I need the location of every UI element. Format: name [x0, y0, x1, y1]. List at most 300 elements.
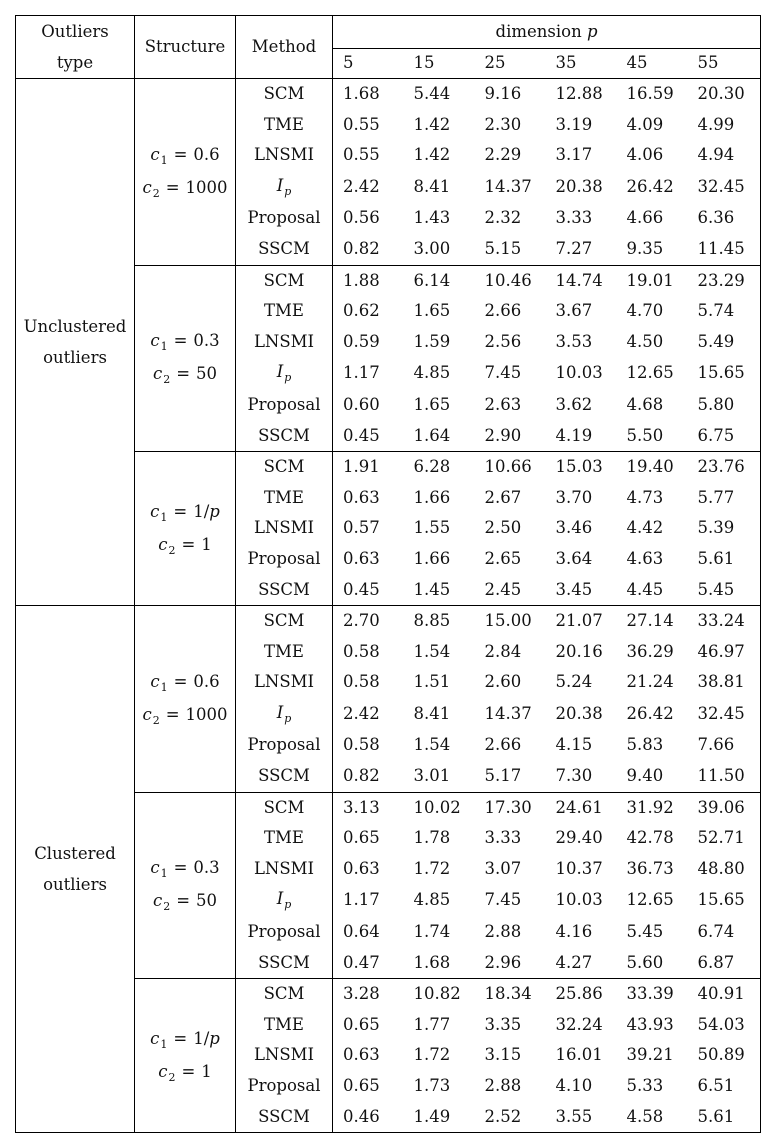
results-table	[15, 15, 761, 1133]
value-cell: 4.06	[626, 145, 664, 165]
value-cell: 14.37	[484, 176, 532, 196]
structure-cell	[135, 606, 236, 793]
value-cell: 5.15	[484, 238, 522, 258]
method-label: TME	[264, 828, 304, 848]
method-cell	[236, 698, 333, 731]
value-cell: 20.38	[555, 176, 603, 196]
outliers-type-line: outliers	[43, 348, 107, 368]
method-cell	[236, 667, 333, 698]
method-label: LNSMI	[253, 1045, 315, 1065]
structure-c1: $c_1 = 1/p$	[150, 501, 220, 524]
value-cell: 15.65	[688, 884, 761, 917]
method-cell	[236, 544, 333, 575]
value-cell: 1.54	[413, 641, 451, 661]
value-cell: 0.64	[343, 922, 380, 942]
value-cell: 2.52	[475, 1102, 546, 1133]
value-cell: 5.60	[626, 952, 664, 972]
value-cell: 36.73	[626, 858, 674, 878]
structure-cell	[135, 792, 236, 979]
method-label: SSCM	[258, 1106, 310, 1126]
value-cell: 0.58	[343, 672, 380, 692]
header-outliers-type-line2: type	[56, 53, 94, 72]
value-cell: 3.55	[546, 1102, 617, 1133]
value-cell: 0.65	[343, 1076, 380, 1095]
table-row	[16, 606, 761, 637]
value-cell: 15.03	[546, 452, 617, 483]
header-dim-45: 45	[617, 48, 688, 78]
structure-c1-value: 0.3	[193, 858, 220, 878]
value-cell: 33.24	[688, 606, 761, 637]
value-cell: 31.92	[617, 792, 688, 823]
value-cell: 4.58	[617, 1102, 688, 1133]
value-cell: 5.77	[688, 483, 761, 514]
value-cell: 6.75	[688, 421, 761, 452]
structure-cell	[135, 452, 236, 606]
method-label: LNSMI	[253, 331, 315, 351]
value-cell: 12.88	[546, 79, 617, 110]
value-cell: 10.03	[555, 890, 603, 910]
value-cell: 14.37	[484, 703, 532, 723]
method-cell	[236, 854, 333, 885]
value-cell: 3.00	[413, 238, 451, 258]
value-cell: 4.16	[555, 922, 593, 942]
value-cell: 10.03	[555, 363, 603, 383]
structure-c1: $c_1 = 1/p$	[150, 1028, 220, 1051]
value-cell: 0.55	[343, 114, 380, 134]
value-cell: 9.40	[626, 766, 664, 786]
structure-c2-value: 1000	[185, 704, 228, 724]
method-label: SCM	[263, 270, 305, 290]
value-cell: 12.65	[626, 363, 674, 383]
outliers-type-cell	[16, 79, 135, 606]
method-cell	[236, 357, 333, 390]
value-cell: 23.29	[688, 265, 761, 296]
value-cell: 2.88	[484, 922, 522, 942]
method-label: SSCM	[258, 425, 310, 445]
value-cell: 1.78	[413, 828, 451, 848]
value-cell: 5.44	[404, 79, 475, 110]
header-dim-15: 15	[404, 48, 475, 78]
value-cell: 0.65	[343, 828, 380, 848]
method-cell	[236, 327, 333, 358]
value-cell: 1.73	[413, 1076, 451, 1095]
value-cell: 5.61	[688, 1102, 761, 1133]
value-cell: 6.51	[688, 1071, 761, 1102]
value-cell: 39.21	[626, 1045, 674, 1065]
value-cell: 1.49	[404, 1102, 475, 1133]
method-cell	[236, 761, 333, 792]
structure-c1-value: 0.3	[193, 331, 220, 351]
value-cell: 5.49	[688, 327, 761, 358]
value-cell: 1.64	[413, 425, 451, 445]
method-label: LNSMI	[253, 672, 315, 692]
structure-c1: $c_1 = 0.3$	[150, 331, 220, 354]
structure-c2: $c_2 = 50$	[152, 891, 218, 914]
value-cell: 20.30	[688, 79, 761, 110]
value-cell: 0.58	[343, 641, 380, 661]
header-dim-55: 55	[688, 48, 761, 78]
value-cell: 52.71	[688, 823, 761, 854]
value-cell: 1.68	[413, 952, 451, 972]
value-cell: 6.87	[688, 948, 761, 979]
method-cell	[236, 606, 333, 637]
value-cell: 42.78	[626, 828, 674, 848]
method-label: Proposal	[247, 548, 321, 568]
value-cell: 4.15	[555, 735, 593, 755]
method-label: Proposal	[247, 735, 321, 755]
value-cell: 0.56	[343, 208, 380, 228]
value-cell: 1.42	[413, 145, 451, 165]
method-label: SCM	[263, 84, 305, 103]
header-dim-5: 5	[333, 48, 404, 78]
table-body	[16, 79, 761, 1133]
value-cell: 4.10	[555, 1076, 593, 1095]
value-cell: 2.45	[484, 579, 522, 599]
value-cell: 25.86	[546, 979, 617, 1010]
method-cell	[236, 792, 333, 823]
value-cell: 2.29	[484, 145, 522, 165]
value-cell: 5.45	[688, 575, 761, 606]
value-cell: 1.54	[413, 735, 451, 755]
method-label: SCM	[263, 611, 305, 631]
value-cell: 2.42	[343, 176, 380, 196]
value-cell: 3.70	[555, 487, 593, 507]
value-cell: 5.24	[555, 672, 593, 692]
method-cell	[236, 979, 333, 1010]
value-cell: 0.45	[343, 425, 380, 445]
value-cell: 3.17	[555, 145, 593, 165]
value-cell: 16.01	[555, 1045, 603, 1065]
structure-c2: $c_2 = 1$	[158, 1061, 212, 1084]
value-cell: 2.63	[484, 394, 522, 414]
value-cell: 4.73	[626, 487, 664, 507]
structure-c1: $c_1 = 0.3$	[150, 858, 220, 881]
method-label: TME	[264, 114, 304, 134]
header-dimension-symbol: p	[586, 21, 598, 41]
method-label: LNSMI	[253, 858, 315, 878]
value-cell: 1.65	[413, 394, 451, 414]
method-cell	[236, 265, 333, 296]
structure-c2-value: 50	[196, 364, 218, 384]
value-cell: 2.50	[484, 518, 522, 538]
method-cell	[236, 483, 333, 514]
value-cell: 21.24	[626, 672, 674, 692]
value-cell: 9.35	[626, 238, 664, 258]
value-cell: 0.65	[343, 1014, 380, 1034]
value-cell: 1.55	[413, 518, 451, 538]
value-cell: 0.82	[343, 766, 380, 786]
method-cell	[236, 823, 333, 854]
value-cell: 0.63	[343, 1045, 380, 1065]
value-cell: 2.88	[484, 1076, 522, 1095]
value-cell: 7.45	[484, 363, 522, 383]
value-cell: 27.14	[617, 606, 688, 637]
value-cell: 4.27	[555, 952, 593, 972]
method-label: Proposal	[247, 1076, 321, 1095]
value-cell: 10.66	[475, 452, 546, 483]
value-cell: 4.68	[626, 394, 664, 414]
value-cell: 4.63	[626, 548, 664, 568]
value-cell: 0.59	[343, 331, 380, 351]
value-cell: 0.45	[343, 579, 380, 599]
method-label: Proposal	[247, 922, 321, 942]
value-cell: 3.01	[413, 766, 451, 786]
value-cell: 10.46	[475, 265, 546, 296]
value-cell: 32.45	[688, 171, 761, 204]
value-cell: 4.66	[626, 208, 664, 228]
value-cell: 6.28	[404, 452, 475, 483]
value-cell: 3.28	[333, 979, 404, 1010]
value-cell: 5.80	[688, 390, 761, 421]
value-cell: 1.68	[333, 79, 404, 110]
value-cell: 9.16	[475, 79, 546, 110]
structure-c1-value: 1/p	[193, 501, 220, 521]
header-outliers-type-line1: Outliers	[41, 22, 109, 41]
value-cell: 23.76	[688, 452, 761, 483]
value-cell: 26.42	[626, 176, 674, 196]
value-cell: 1.66	[413, 548, 451, 568]
structure-c1-value: 0.6	[193, 671, 220, 691]
header-dimension-label: dimension	[495, 21, 582, 41]
value-cell: 18.34	[475, 979, 546, 1010]
method-cell	[236, 575, 333, 606]
value-cell: 2.90	[484, 425, 522, 445]
method-label: SSCM	[258, 579, 310, 599]
value-cell: 4.85	[413, 890, 451, 910]
structure-c2-value: 50	[196, 891, 218, 911]
value-cell: 3.15	[484, 1045, 522, 1065]
value-cell: 5.74	[688, 296, 761, 327]
method-label: SSCM	[258, 766, 310, 786]
value-cell: 0.63	[343, 858, 380, 878]
method-cell	[236, 637, 333, 668]
value-cell: 4.85	[413, 363, 451, 383]
value-cell: 3.33	[484, 828, 522, 848]
value-cell: 54.03	[688, 1010, 761, 1041]
value-cell: 3.13	[333, 792, 404, 823]
value-cell: 5.61	[688, 544, 761, 575]
method-cell	[236, 110, 333, 141]
value-cell: 48.80	[688, 854, 761, 885]
structure-c2: $c_2 = 1$	[158, 534, 212, 557]
method-cell	[236, 917, 333, 948]
method-label: Proposal	[247, 208, 321, 228]
value-cell: 7.27	[555, 238, 593, 258]
value-cell: 3.62	[555, 394, 593, 414]
method-cell	[236, 452, 333, 483]
method-ip: $I_p$	[276, 889, 292, 912]
value-cell: 0.58	[343, 735, 380, 755]
value-cell: 1.43	[413, 208, 451, 228]
method-label: LNSMI	[253, 518, 315, 538]
value-cell: 32.24	[555, 1014, 603, 1034]
value-cell: 46.97	[688, 637, 761, 668]
value-cell: 4.94	[688, 140, 761, 171]
value-cell: 1.91	[333, 452, 404, 483]
value-cell: 1.42	[413, 114, 451, 134]
value-cell: 6.14	[404, 265, 475, 296]
method-cell	[236, 513, 333, 544]
method-cell	[236, 1010, 333, 1041]
value-cell: 10.82	[404, 979, 475, 1010]
value-cell: 5.83	[626, 735, 664, 755]
method-cell	[236, 296, 333, 327]
value-cell: 15.65	[688, 357, 761, 390]
structure-c2-value: 1	[201, 534, 212, 554]
value-cell: 1.17	[343, 363, 380, 383]
value-cell: 1.88	[333, 265, 404, 296]
value-cell: 0.57	[343, 518, 380, 538]
value-cell: 3.46	[555, 518, 593, 538]
value-cell: 17.30	[475, 792, 546, 823]
value-cell: 11.50	[688, 761, 761, 792]
method-label: TME	[264, 1014, 304, 1034]
value-cell: 36.29	[626, 641, 674, 661]
method-label: LNSMI	[253, 145, 315, 165]
value-cell: 0.47	[343, 952, 380, 972]
method-label: TME	[264, 487, 304, 507]
header-method: Method	[236, 16, 333, 79]
value-cell: 2.96	[484, 952, 522, 972]
value-cell: 3.45	[555, 579, 593, 599]
value-cell: 4.42	[626, 518, 664, 538]
method-ip: $I_p$	[276, 362, 292, 385]
method-cell	[236, 234, 333, 265]
header-dimension	[333, 16, 761, 49]
value-cell: 2.67	[484, 487, 522, 507]
method-cell	[236, 948, 333, 979]
method-ip: $I_p$	[276, 702, 292, 725]
value-cell: 8.41	[413, 176, 451, 196]
value-cell: 10.02	[404, 792, 475, 823]
value-cell: 0.63	[343, 548, 380, 568]
method-cell	[236, 1040, 333, 1071]
table-row	[16, 79, 761, 110]
value-cell: 40.91	[688, 979, 761, 1010]
value-cell: 4.50	[626, 331, 664, 351]
value-cell: 8.85	[404, 606, 475, 637]
value-cell: 0.62	[343, 301, 380, 321]
value-cell: 1.72	[413, 1045, 451, 1065]
outliers-type-line: Unclustered	[23, 317, 127, 337]
header-structure: Structure	[135, 16, 236, 79]
value-cell: 2.65	[484, 548, 522, 568]
value-cell: 20.16	[555, 641, 603, 661]
structure-c1-value: 0.6	[193, 144, 220, 164]
value-cell: 2.66	[484, 735, 522, 755]
value-cell: 3.53	[555, 331, 593, 351]
value-cell: 5.33	[626, 1076, 664, 1095]
structure-c2: $c_2 = 50$	[152, 364, 218, 387]
value-cell: 2.42	[343, 703, 380, 723]
value-cell: 14.74	[546, 265, 617, 296]
outliers-type-cell	[16, 606, 135, 1133]
value-cell: 2.60	[484, 672, 522, 692]
value-cell: 12.65	[626, 890, 674, 910]
value-cell: 19.01	[617, 265, 688, 296]
value-cell: 7.45	[484, 890, 522, 910]
method-cell	[236, 1071, 333, 1102]
method-cell	[236, 730, 333, 761]
value-cell: 33.39	[617, 979, 688, 1010]
value-cell: 4.09	[626, 114, 664, 134]
structure-c1-value: 1/p	[193, 1028, 220, 1048]
value-cell: 2.70	[333, 606, 404, 637]
value-cell: 24.61	[546, 792, 617, 823]
header-dim-35: 35	[546, 48, 617, 78]
value-cell: 15.00	[475, 606, 546, 637]
structure-c2: $c_2 = 1000$	[142, 177, 228, 200]
method-cell	[236, 390, 333, 421]
value-cell: 1.72	[413, 858, 451, 878]
value-cell: 10.37	[555, 858, 603, 878]
method-cell	[236, 140, 333, 171]
value-cell: 7.66	[688, 730, 761, 761]
value-cell: 39.06	[688, 792, 761, 823]
method-cell	[236, 884, 333, 917]
structure-c1: $c_1 = 0.6$	[150, 144, 220, 167]
value-cell: 1.17	[343, 890, 380, 910]
value-cell: 43.93	[626, 1014, 674, 1034]
value-cell: 1.77	[413, 1014, 451, 1034]
outliers-type-line: outliers	[43, 875, 107, 895]
method-cell	[236, 421, 333, 452]
value-cell: 20.38	[555, 703, 603, 723]
method-cell	[236, 79, 333, 110]
structure-cell	[135, 979, 236, 1133]
structure-c2-value: 1000	[185, 177, 228, 197]
method-label: SCM	[263, 457, 305, 477]
header-dim-25: 25	[475, 48, 546, 78]
method-label: SSCM	[258, 952, 310, 972]
value-cell: 29.40	[555, 828, 603, 848]
value-cell: 2.66	[484, 301, 522, 321]
method-label: SSCM	[258, 238, 310, 258]
value-cell: 0.55	[343, 145, 380, 165]
value-cell: 3.19	[555, 114, 593, 134]
structure-c1: $c_1 = 0.6$	[150, 671, 220, 694]
method-label: SCM	[263, 797, 305, 817]
method-ip: $I_p$	[276, 175, 292, 198]
value-cell: 5.45	[626, 922, 664, 942]
value-cell: 3.07	[484, 858, 522, 878]
value-cell: 0.46	[333, 1102, 404, 1133]
value-cell: 5.50	[626, 425, 664, 445]
value-cell: 0.63	[343, 487, 380, 507]
value-cell: 2.84	[484, 641, 522, 661]
value-cell: 4.99	[688, 110, 761, 141]
value-cell: 7.30	[555, 766, 593, 786]
value-cell: 26.42	[626, 703, 674, 723]
value-cell: 16.59	[617, 79, 688, 110]
value-cell: 1.59	[413, 331, 451, 351]
method-label: Proposal	[247, 394, 321, 414]
value-cell: 3.33	[555, 208, 593, 228]
value-cell: 1.45	[413, 579, 451, 599]
structure-c2-value: 1	[201, 1061, 212, 1081]
value-cell: 1.74	[413, 922, 451, 942]
value-cell: 3.67	[555, 301, 593, 321]
value-cell: 8.41	[413, 703, 451, 723]
value-cell: 50.89	[688, 1040, 761, 1071]
value-cell: 2.56	[484, 331, 522, 351]
value-cell: 0.82	[343, 238, 380, 258]
method-cell	[236, 1102, 333, 1133]
method-cell	[236, 203, 333, 234]
value-cell: 2.30	[484, 114, 522, 134]
method-cell	[236, 171, 333, 204]
value-cell: 2.32	[484, 208, 522, 228]
